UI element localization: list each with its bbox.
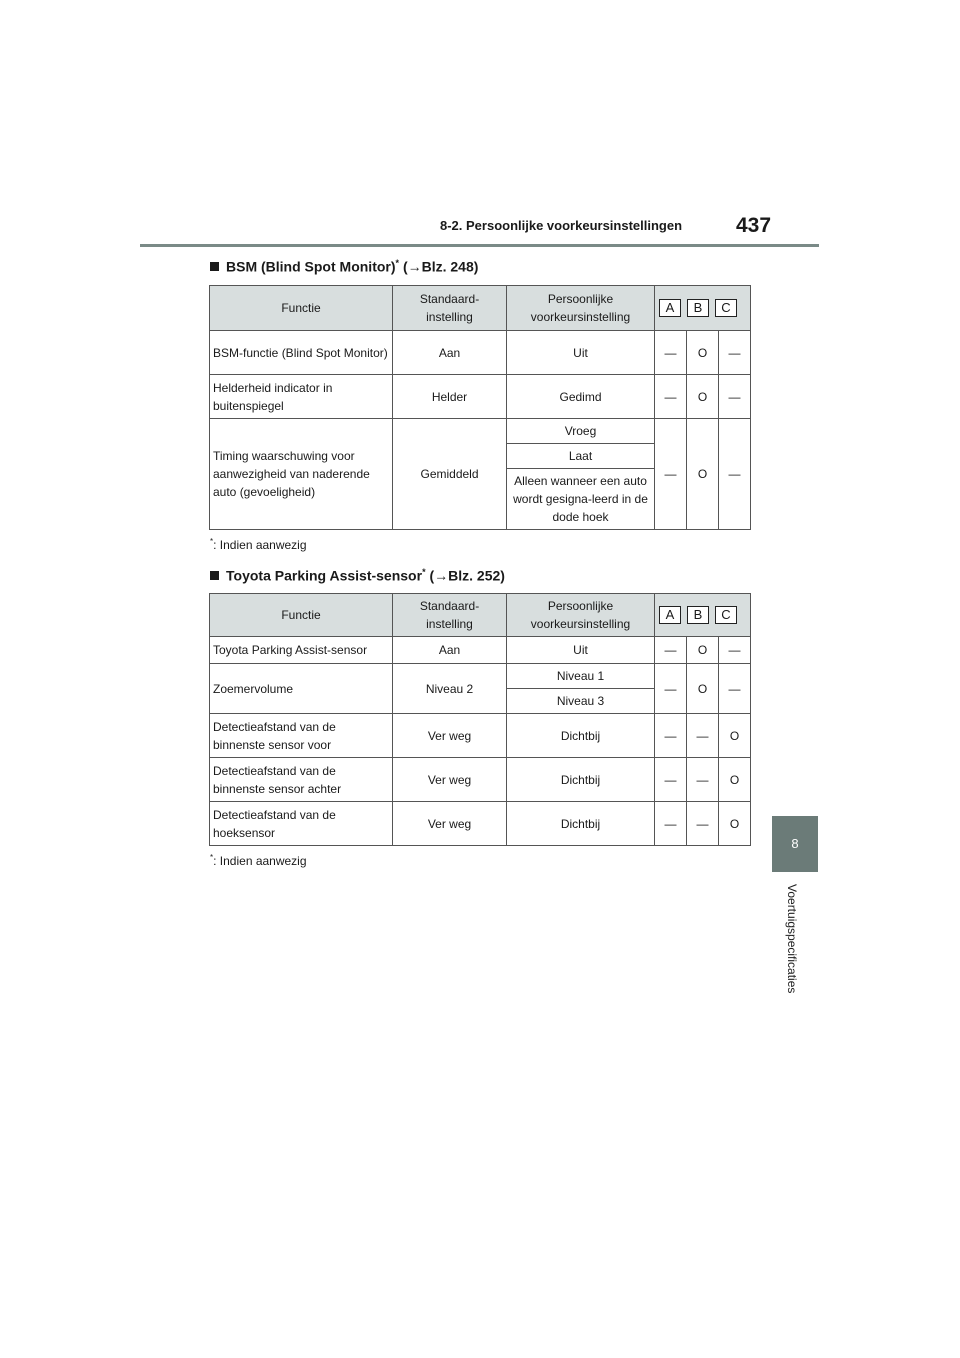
- tpa-section-title: Toyota Parking Assist-sensor* (→Blz. 252): [210, 567, 505, 584]
- table-row: Zoemervolume Niveau 2 Niveau 1 — O —: [210, 664, 751, 689]
- table-row: Detectieafstand van de binnenste sensor achter Ver weg Dichtbij — — O: [210, 758, 751, 802]
- col-standaard: Standaard- instelling: [393, 286, 507, 331]
- col-functie: Functie: [210, 286, 393, 331]
- bsm-page-ref[interactable]: (→Blz. 248): [402, 258, 479, 275]
- col-a-label: A: [659, 299, 681, 317]
- table-row: Alleen wanneer een auto wordt gesigna-leerd in de dode hoek: [210, 469, 751, 530]
- section-header: 8-2. Persoonlijke voorkeursinstellingen: [440, 218, 683, 233]
- col-c-label: C: [715, 299, 737, 317]
- col-persoonlijk: Persoonlijke voorkeursinstelling: [507, 594, 655, 637]
- tpa-page-ref[interactable]: (→Blz. 252): [429, 567, 505, 584]
- col-b-label: B: [687, 606, 709, 624]
- bullet-square-icon: [210, 571, 219, 580]
- bsm-table: [209, 285, 751, 530]
- chapter-label: Voertuigspecificaties: [785, 884, 799, 994]
- col-persoonlijk: Persoonlijke voorkeursinstelling: [507, 286, 655, 331]
- table-row: Toyota Parking Assist-sensor Aan Uit — O —: [210, 637, 751, 664]
- table-row: Timing waarschuwing voor aanwezigheid van naderende auto (gevoeligheid) Gemiddeld Vroeg — O —: [210, 419, 751, 444]
- col-abc: [655, 594, 751, 637]
- table-row: Helderheid indicator in buitenspiegel Helder Gedimd — O —: [210, 375, 751, 419]
- col-a-label: A: [659, 606, 681, 624]
- header-rule: [140, 244, 819, 247]
- tpa-table: [209, 593, 751, 846]
- bsm-section-title: BSM (Blind Spot Monitor)* (→Blz. 248): [210, 258, 478, 275]
- col-c-label: C: [715, 606, 737, 624]
- chapter-tab: 8: [772, 816, 818, 872]
- bsm-footnote: *: Indien aanwezig: [210, 537, 307, 552]
- col-abc: [655, 286, 751, 331]
- table-row: Detectieafstand van de hoeksensor Ver weg Dichtbij — — O: [210, 802, 751, 846]
- table-row: Detectieafstand van de binnenste sensor voor Ver weg Dichtbij — — O: [210, 714, 751, 758]
- page-number: 437: [736, 214, 772, 237]
- table-row: BSM-functie (Blind Spot Monitor) Aan Uit — O —: [210, 331, 751, 375]
- col-standaard: Standaard- instelling: [393, 594, 507, 637]
- table-row: Niveau 3: [210, 689, 751, 714]
- col-b-label: B: [687, 299, 709, 317]
- col-functie: Functie: [210, 594, 393, 637]
- table-row: Laat: [210, 444, 751, 469]
- bullet-square-icon: [210, 262, 219, 271]
- tpa-footnote: *: Indien aanwezig: [210, 853, 307, 868]
